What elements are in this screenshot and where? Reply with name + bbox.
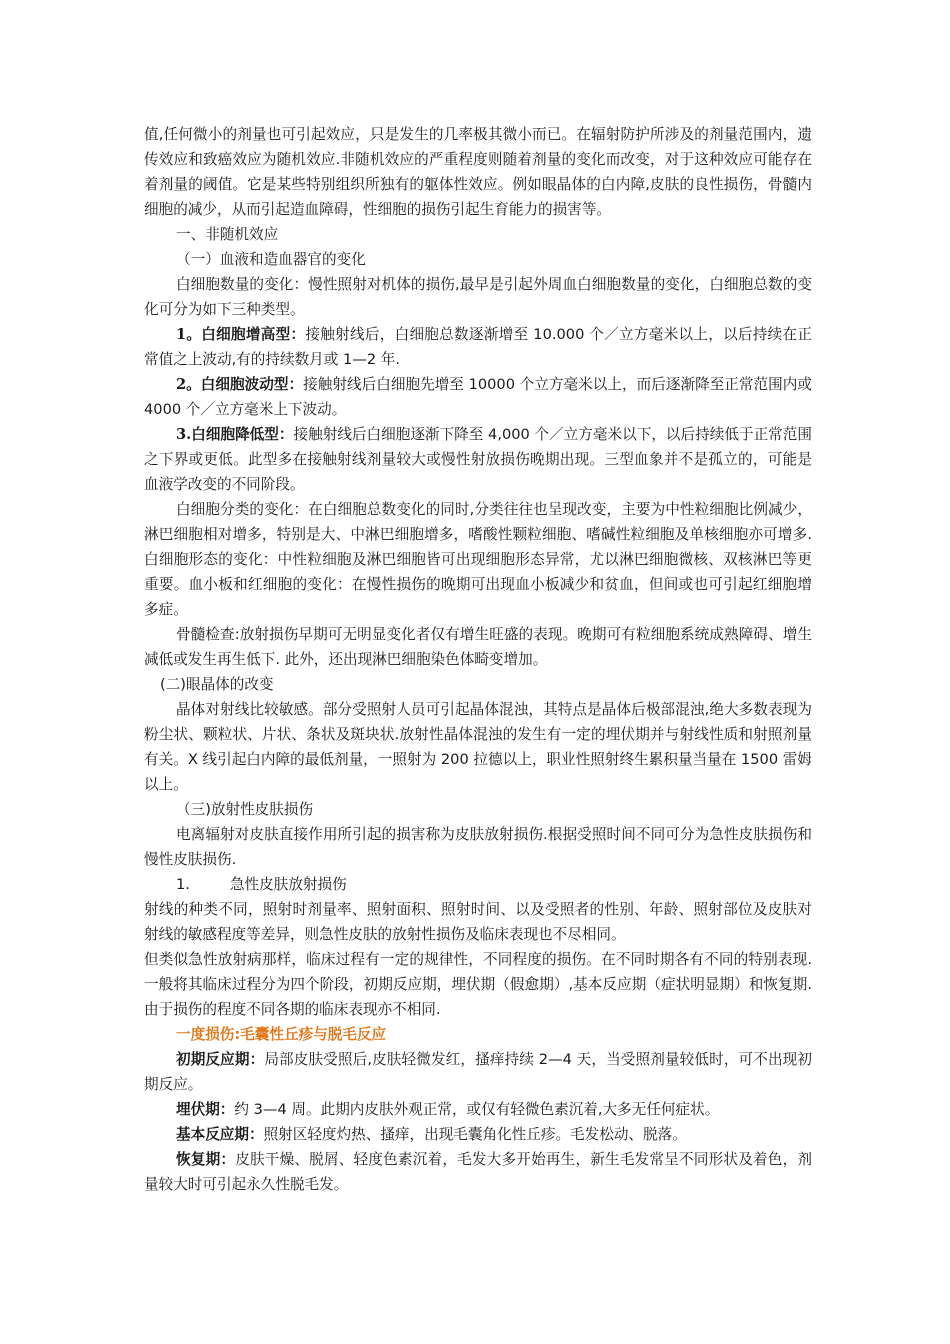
type3-label: 3.白细胞降低型： bbox=[176, 426, 294, 443]
type3-paragraph bbox=[144, 422, 812, 497]
latent-paragraph bbox=[144, 1097, 812, 1122]
document-body bbox=[144, 122, 812, 1197]
subsection-heading-blood: （一）血液和造血器官的变化 bbox=[176, 251, 366, 268]
type3-text: 接触射线后白细胞逐渐下降至 4,000 个／立方毫米以下，以后持续低于正常范围之下界或更低。此型多在接触射线剂量较大或慢性射放损伤晚期出现。三型血象并不是孤立的，可能是血液学改变的不同阶段。 bbox=[144, 426, 812, 493]
acute-title: 急性皮肤放射损伤 bbox=[229, 876, 347, 893]
basic-text: 照射区轻度灼热、搔痒，出现毛囊角化性丘疹。毛发松动、脱落。 bbox=[263, 1126, 687, 1143]
intro-paragraph: 值,任何微小的剂量也可引起效应，只是发生的几率极其微小而已。在辐射防护所涉及的剂量范围内，遗传效应和致癌效应为随机效应.非随机效应的严重程度则随着剂量的变化而改变，对于这种效应可能存在着剂量的阈值。它是某些特别组织所独有的躯体性效应。例如眼晶体的白内障,皮肤的良性损伤，骨髓内细胞的减少，从而引起造血障碍，性细胞的损伤引起生育能力的损害等。 bbox=[144, 126, 812, 218]
type2-label: 2。白细胞波动型： bbox=[176, 376, 304, 393]
basic-paragraph bbox=[144, 1122, 812, 1147]
lens-paragraph: 晶体对射线比较敏感。部分受照射人员可引起晶体混浊，其特点是晶体后极部混浊,绝大多数表现为粉尘状、颗粒状、片状、条状及斑块状.放射性晶体混浊的发生有一定的埋伏期并与射线性质和射照剂量有关。X 线引起白内障的最低剂量，一照射为 200 拉德以上，职业性照射终生累积量当量在 1500 雷姆以上。 bbox=[144, 701, 812, 793]
subsection-heading-skin: （三)放射性皮肤损伤 bbox=[176, 801, 314, 818]
acute-number: 1. bbox=[176, 876, 190, 893]
early-text: 局部皮肤受照后,皮肤轻微发红，搔痒持续 2—4 天，当受照剂量较低时，可不出现初期反应。 bbox=[144, 1051, 812, 1093]
acute-paragraph-1: 射线的种类不同，照射时剂量率、照射面积、照射时间、以及受照者的性别、年龄、照射部位及皮肤对射线的敏感程度等差异，则急性皮肤的放射性损伤及临床表现也不尽相同。 bbox=[144, 901, 812, 943]
early-label: 初期反应期： bbox=[176, 1051, 265, 1068]
subsection-heading-lens: (二)眼晶体的改变 bbox=[160, 676, 274, 693]
recover-text: 皮肤干燥、脱屑、轻度色素沉着，毛发大多开始再生，新生毛发常呈不同形状及着色，剂量较大时可引起永久性脱毛发。 bbox=[144, 1151, 812, 1193]
type1-paragraph bbox=[144, 322, 812, 372]
acute-paragraph-2: 但类似急性放射病那样，临床过程有一定的规律性，不同程度的损伤。在不同时期各有不同的特别表现.一般将其临床过程分为四个阶段，初期反应期，埋伏期（假愈期）,基本反应期（症状明显期）和恢复期.由于损伤的程度不同各期的临床表现亦不相同. bbox=[144, 951, 812, 1018]
skin-paragraph: 电离辐射对皮肤直接作用所引起的损害称为皮肤放射损伤.根据受照时间不同可分为急性皮肤损伤和慢性皮肤损伤. bbox=[144, 826, 812, 868]
early-paragraph bbox=[144, 1047, 812, 1097]
type2-paragraph bbox=[144, 372, 812, 422]
basic-label: 基本反应期： bbox=[176, 1126, 264, 1143]
latent-text: 约 3—4 周。此期内皮肤外观正常，或仅有轻微色素沉着,大多无任何症状。 bbox=[234, 1101, 720, 1118]
recover-label: 恢复期： bbox=[176, 1151, 236, 1168]
acute-heading bbox=[144, 872, 812, 897]
wbc-class-paragraph: 白细胞分类的变化：在白细胞总数变化的同时,分类往往也呈现改变，主要为中性粒细胞比例减少，淋巴细胞相对增多，特别是大、中淋巴细胞增多，嗜酸性颗粒细胞、嗜碱性粒细胞及单核细胞亦可增多.白细胞形态的变化：中性粒细胞及淋巴细胞皆可出现细胞形态异常，尤以淋巴细胞微核、双核淋巴等更重要。血小板和红细胞的变化：在慢性损伤的晚期可出现血小板减少和贫血，但间或也可引起红细胞增多症。 bbox=[144, 501, 812, 618]
latent-label: 埋伏期： bbox=[176, 1101, 235, 1118]
degree1-heading: 一度损伤:毛囊性丘疹与脱毛反应 bbox=[176, 1026, 387, 1043]
type1-label: 1。白细胞增高型： bbox=[176, 326, 306, 343]
section-heading-nonrandom: 一、非随机效应 bbox=[176, 226, 279, 243]
recover-paragraph bbox=[144, 1147, 812, 1197]
type2-text: 接触射线后白细胞先增至 10000 个立方毫米以上，而后逐渐降至正常范围内或 4000 个／立方毫米上下波动。 bbox=[144, 376, 812, 418]
marrow-paragraph: 骨髓检查:放射损伤早期可无明显变化者仅有增生旺盛的表现。晚期可有粒细胞系统成熟障碍、增生减低或发生再生低下. 此外，还出现淋巴细胞染色体畸变增加。 bbox=[144, 626, 812, 668]
wbc-count-paragraph: 白细胞数量的变化：慢性照射对机体的损伤,最早是引起外周血白细胞数量的变化，白细胞总数的变化可分为如下三种类型。 bbox=[144, 276, 812, 318]
type1-text: 接触射线后，白细胞总数逐渐增至 10.000 个／立方毫米以上，以后持续在正常值之上波动,有的持续数月或 1—2 年. bbox=[144, 326, 812, 368]
